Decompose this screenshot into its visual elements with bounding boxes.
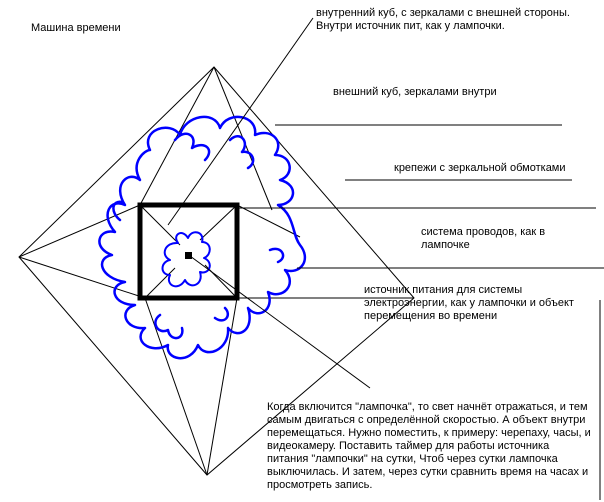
label-inner-cube-line1: внутренний куб, с зеркалами с внешней стороны.: [316, 7, 570, 19]
label-outer-cube: внешний куб, зеркалами внутри: [333, 86, 497, 98]
description-line: самым двигаться с определённой скоростью. А объект внутри: [267, 414, 586, 426]
power-source: [185, 252, 192, 259]
label-wires-line1: система проводов, как в: [421, 226, 546, 238]
description-line: видеокамеру. Поставить таймер для работы источника: [267, 440, 550, 452]
label-mounts: крепежи с зеркальной обмотками: [394, 162, 566, 174]
description-line: питания "лампочки" на сутки, Чтоб через сутки лампочка: [267, 453, 558, 465]
inner-wires: [163, 232, 210, 286]
diagram-title: Машина времени: [31, 22, 121, 34]
label-power-line2: электроэнергии, как у лампочки и объект: [364, 297, 574, 309]
label-power-line1: источник питания для системы: [364, 284, 523, 296]
description-line: перемещаться. Нужно поместить, к примеру: черепаху, часы, и: [267, 427, 591, 439]
label-inner-cube: [316, 7, 576, 33]
label-wires: [421, 226, 601, 252]
description-line: Когда включится "лампочка", то свет начнёт отражаться, и тем: [267, 401, 588, 413]
description-text: [267, 401, 603, 492]
label-power-source: [364, 284, 600, 323]
label-power-line3: перемещения во времени: [364, 310, 498, 322]
label-wires-line2: лампочке: [421, 239, 470, 251]
label-inner-cube-line2: Внутри источник пит, как у лампочки.: [316, 20, 505, 32]
description-line: выключилась. И затем, через сутки сравнить время на часах и: [267, 466, 589, 478]
description-line: просмотреть запись.: [267, 479, 373, 491]
